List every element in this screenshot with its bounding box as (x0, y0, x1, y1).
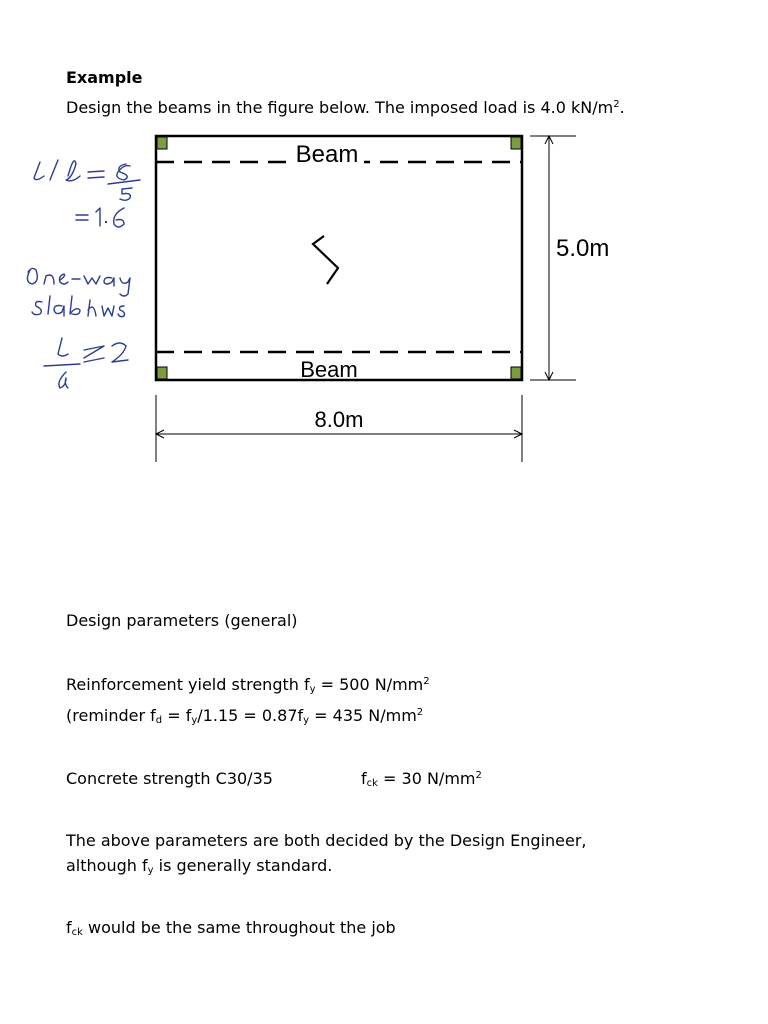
fck-value: $f_{ck} = 30$ $N/mm^2$ (361, 769, 482, 789)
column-bottom-right (511, 367, 521, 379)
intro-text: Design the beams in the figure below. The imposed load is 4.0 $kN/m^2$. (66, 98, 625, 117)
column-bottom-left (157, 367, 167, 379)
decided-line-1: The above parameters are both decided by the Design Engineer, (66, 831, 587, 850)
handwritten-one-way (27, 268, 130, 316)
concrete-label: Concrete strength C30/35 (66, 769, 273, 788)
beam-label-top: Beam (295, 141, 359, 168)
column-top-right (511, 137, 521, 149)
annotation-text: L/ℓ = 8/5 = 1.6 One-way slab has L/ℓ ≥ 2 (10, 1000, 31, 1001)
fck-note: $f_{ck}$ would be the same throughout the job (66, 918, 396, 938)
slab-outline (156, 136, 522, 380)
handwritten-condition (44, 338, 128, 388)
params-title: Design parameters (general) (66, 611, 298, 630)
fy-line: Reinforcement yield strength $f_y = 500$ $N/mm^2$ (66, 675, 430, 695)
fd-line: (reminder $f_d = f_y/1.15 = 0.87f_y = 435$ $N/mm^2$ (66, 706, 424, 726)
decided-line-2: although $f_y$ is generally standard. (66, 856, 333, 876)
heading: Example (66, 68, 143, 87)
width-label: 5.0m (556, 235, 610, 262)
handwritten-ratio (34, 160, 140, 227)
column-top-left (157, 137, 167, 149)
beam-label-bottom: Beam (300, 357, 358, 382)
span-label: 8.0m (314, 407, 364, 432)
span-direction-icon (313, 236, 338, 284)
